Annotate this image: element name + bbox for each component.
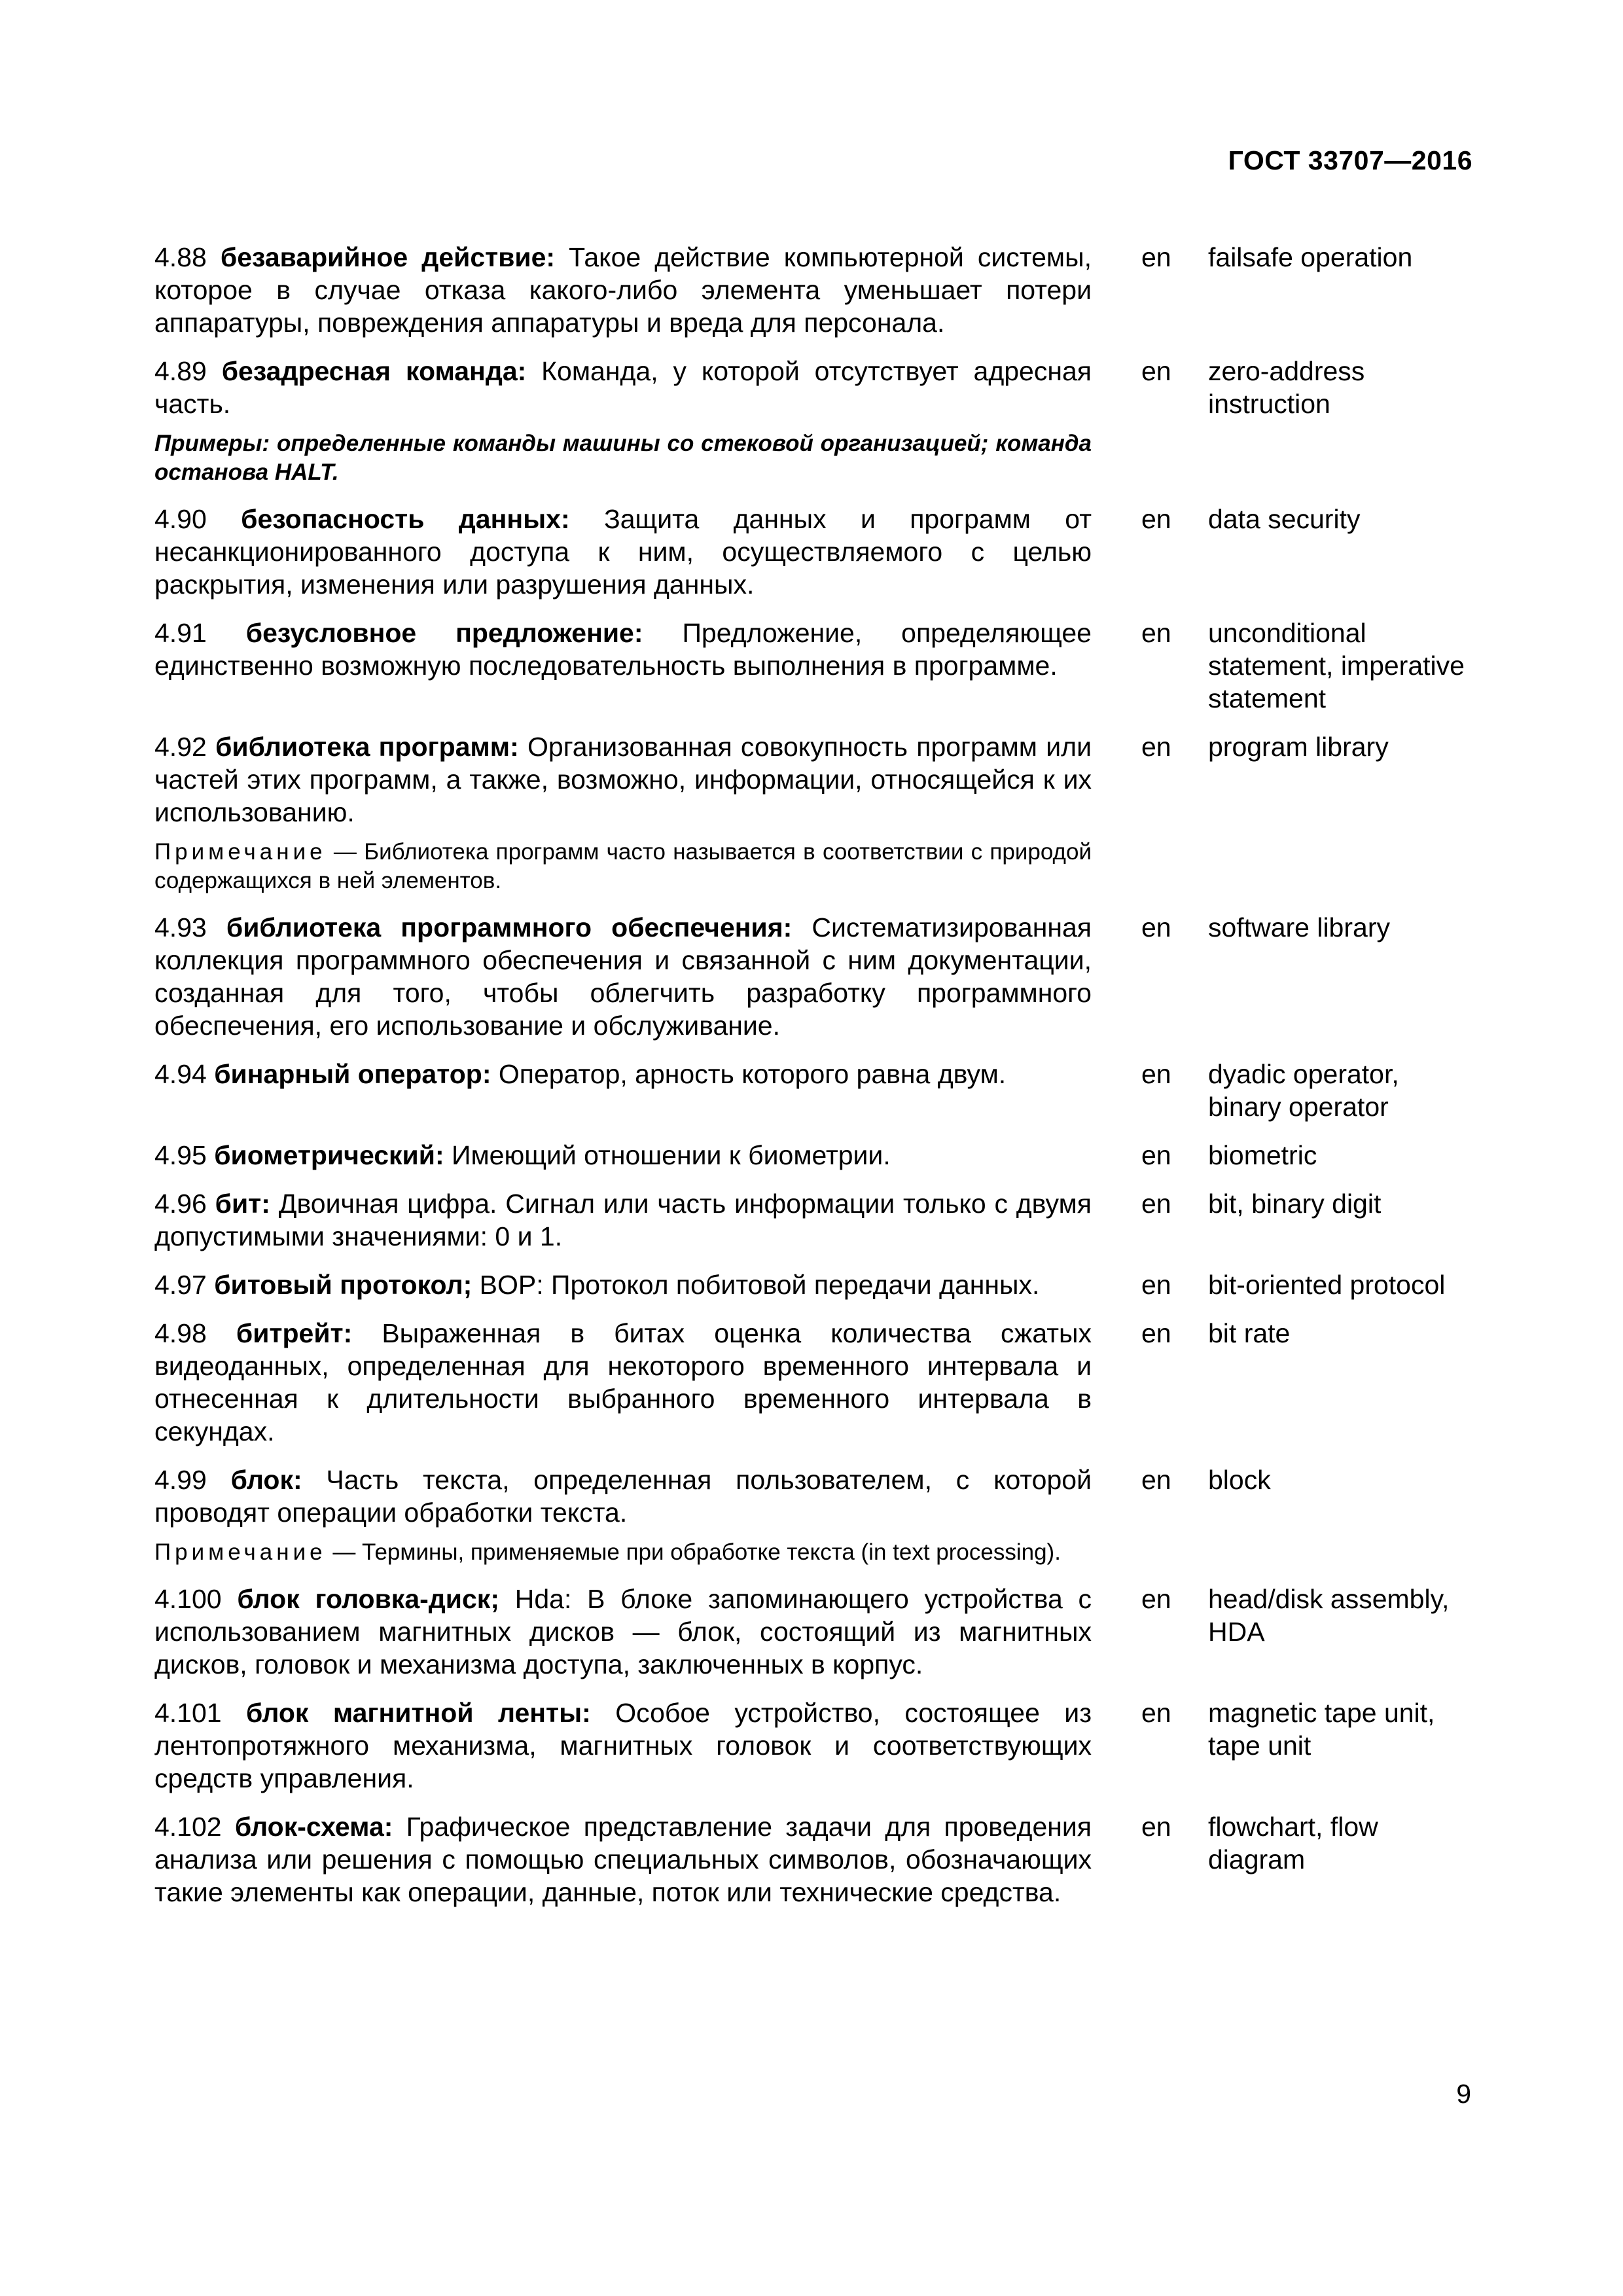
- english-equivalent: dyadic operator, binary operator: [1208, 1059, 1399, 1122]
- english-equivalent: program library: [1208, 732, 1389, 762]
- definition-text: Команда, у которой отсутствует адресная часть.: [154, 356, 1092, 419]
- entry-text-column: [154, 1187, 1092, 1253]
- term-number: 4.100: [154, 1584, 222, 1614]
- term-name: биометрический:: [214, 1140, 444, 1170]
- term-name: блок-схема:: [234, 1812, 393, 1842]
- term-entry-4-101: [154, 1696, 1472, 1795]
- term-name: безопасность данных:: [241, 504, 570, 534]
- entry-text-column: [154, 617, 1092, 682]
- term-note: [154, 1538, 1092, 1567]
- entry-text-column: [154, 1696, 1092, 1795]
- definition-text: Часть текста, определенная пользователем, с которой проводят операции обработки текста.: [154, 1465, 1092, 1528]
- entry-text-column: [154, 730, 1092, 895]
- term-number: 4.96: [154, 1189, 207, 1219]
- entry-text-column: [154, 1810, 1092, 1909]
- definition-text: Имеющий отношении к биометрии.: [444, 1140, 891, 1170]
- standard-designation: ГОСТ 33707—2016: [1228, 145, 1472, 175]
- term-definition: [154, 1268, 1092, 1301]
- english-equivalent: software library: [1208, 912, 1390, 942]
- english-equivalent: flowchart, flow diagram: [1208, 1812, 1378, 1874]
- language-code: en: [1141, 1318, 1171, 1348]
- term-number: 4.95: [154, 1140, 207, 1170]
- term-entry-4-99: [154, 1463, 1472, 1567]
- entry-text-column: [154, 911, 1092, 1042]
- term-note: [154, 838, 1092, 895]
- definition-text: Графическое представление задачи для проведения анализа или решения с помощью специальных символов, обозначающих такие элементы как операции, данные, поток или технические средства.: [154, 1812, 1092, 1907]
- term-definition: [154, 1463, 1092, 1529]
- english-equivalent: data security: [1208, 504, 1361, 534]
- english-equivalent: bit-oriented protocol: [1208, 1270, 1446, 1300]
- language-code: en: [1141, 1698, 1171, 1728]
- english-equivalent: bit rate: [1208, 1318, 1291, 1348]
- term-name: безусловное предложение:: [245, 618, 643, 648]
- term-name: блок головка-диск;: [237, 1584, 499, 1614]
- language-code: en: [1141, 1812, 1171, 1842]
- entry-text-column: [154, 1317, 1092, 1448]
- entry-text-column: [154, 1583, 1092, 1681]
- term-name: битрейт:: [236, 1318, 353, 1348]
- note-label: Примечание: [154, 1539, 327, 1565]
- term-entry-4-90: [154, 503, 1472, 601]
- term-definition: [154, 911, 1092, 1042]
- entry-text-column: [154, 1139, 1092, 1172]
- definition-text: Систематизированная коллекция программного обеспечения и связанной с ним документации, созданная для того, чтобы облегчить разработку программного обеспечения, его использование и обслуживание.: [154, 912, 1092, 1041]
- term-number: 4.89: [154, 356, 207, 386]
- term-number: 4.92: [154, 732, 207, 762]
- english-equivalent: zero-address instruction: [1208, 356, 1365, 419]
- term-number: 4.90: [154, 504, 207, 534]
- term-number: 4.97: [154, 1270, 207, 1300]
- note-text: — Термины, применяемые при обработке текста (in text processing).: [326, 1539, 1061, 1565]
- english-equivalent: failsafe operation: [1208, 242, 1413, 272]
- language-code: en: [1141, 356, 1171, 386]
- language-code: en: [1141, 1465, 1171, 1495]
- english-equivalent: bit, binary digit: [1208, 1189, 1382, 1219]
- term-definition: [154, 503, 1092, 601]
- term-entry-4-89: [154, 355, 1472, 487]
- term-number: 4.88: [154, 242, 207, 272]
- term-number: 4.101: [154, 1698, 222, 1728]
- term-entry-4-88: [154, 241, 1472, 339]
- english-equivalent: magnetic tape unit, tape unit: [1208, 1698, 1435, 1761]
- term-definition: [154, 1187, 1092, 1253]
- term-definition: [154, 1696, 1092, 1795]
- term-definition: [154, 1810, 1092, 1909]
- term-entry-4-97: [154, 1268, 1472, 1301]
- language-code: en: [1141, 1584, 1171, 1614]
- language-code: en: [1141, 1140, 1171, 1170]
- term-entry-4-95: [154, 1139, 1472, 1172]
- term-definition: [154, 617, 1092, 682]
- note-label: Примечание: [154, 839, 327, 865]
- page-number: 9: [1456, 2079, 1471, 2109]
- term-number: 4.93: [154, 912, 207, 942]
- term-number: 4.102: [154, 1812, 222, 1842]
- term-name: библиотека программ:: [215, 732, 519, 762]
- language-code: en: [1141, 1270, 1171, 1300]
- term-entry-4-93: [154, 911, 1472, 1042]
- term-number: 4.99: [154, 1465, 207, 1495]
- term-definition: [154, 1139, 1092, 1172]
- english-equivalent: unconditional statement, imperative statement: [1208, 618, 1465, 713]
- term-entry-4-96: [154, 1187, 1472, 1253]
- term-entry-4-98: [154, 1317, 1472, 1448]
- entry-text-column: [154, 1463, 1092, 1567]
- term-name: безаварийное действие:: [220, 242, 556, 272]
- definition-text: Предложение, определяющее единственно возможную последовательность выполнения в программе.: [154, 618, 1092, 681]
- definition-text: Защита данных и программ от несанкционированного доступа к ним, осуществляемого с целью раскрытия, изменения или разрушения данных.: [154, 504, 1092, 600]
- entry-text-column: [154, 241, 1092, 339]
- entry-text-column: [154, 1058, 1092, 1090]
- term-definition: [154, 241, 1092, 339]
- english-equivalent: biometric: [1208, 1140, 1317, 1170]
- term-definition: [154, 1058, 1092, 1090]
- definition-text: Выраженная в битах оценка количества сжатых видеоданных, определенная для некоторого временного интервала и отнесенная к длительности выбранного временного интервала в секундах.: [154, 1318, 1092, 1446]
- term-entry-4-92: [154, 730, 1472, 895]
- language-code: en: [1141, 242, 1171, 272]
- term-name: блок магнитной ленты:: [246, 1698, 591, 1728]
- language-code: en: [1141, 732, 1171, 762]
- definition-text: Особое устройство, состоящее из лентопротяжного механизма, магнитных головок и соответствующих средств управления.: [154, 1698, 1092, 1793]
- language-code: en: [1141, 1059, 1171, 1089]
- note-text: — Библиотека программ часто называется в соответствии с природой содержащихся в ней элементов.: [154, 839, 1092, 893]
- term-definition: [154, 1583, 1092, 1681]
- definition-text: Организованная совокупность программ или частей этих программ, а также, возможно, информации, относящейся к их использованию.: [154, 732, 1092, 827]
- language-code: en: [1141, 1189, 1171, 1219]
- term-entry-4-94: [154, 1058, 1472, 1123]
- entry-text-column: [154, 1268, 1092, 1301]
- term-number: 4.91: [154, 618, 207, 648]
- english-equivalent: block: [1208, 1465, 1271, 1495]
- definition-text: Такое действие компьютерной системы, которое в случае отказа какого-либо элемента уменьшает потери аппаратуры, повреждения аппаратуры и вреда для персонала.: [154, 242, 1092, 338]
- definition-text: Hda: В блоке запоминающего устройства с использованием магнитных дисков — блок, состоящий из магнитных дисков, головок и механизма доступа, заключенных в корпус.: [154, 1584, 1092, 1679]
- definition-text: Двоичная цифра. Сигнал или часть информации только с двумя допустимыми значениями: 0 и 1.: [154, 1189, 1092, 1251]
- term-name: бинарный оператор:: [214, 1059, 491, 1089]
- term-number: 4.94: [154, 1059, 207, 1089]
- term-number: 4.98: [154, 1318, 207, 1348]
- term-name: безадресная команда:: [221, 356, 527, 386]
- term-entry-4-100: [154, 1583, 1472, 1681]
- entry-text-column: [154, 355, 1092, 487]
- definition-text: BOP: Протокол побитовой передачи данных.: [472, 1270, 1040, 1300]
- language-code: en: [1141, 618, 1171, 648]
- term-name: бит:: [215, 1189, 270, 1219]
- term-entry-4-102: [154, 1810, 1472, 1909]
- term-entry-4-91: [154, 617, 1472, 715]
- terms-list: [154, 241, 1472, 1924]
- term-definition: [154, 1317, 1092, 1448]
- language-code: en: [1141, 912, 1171, 942]
- term-name: библиотека программного обеспечения:: [226, 912, 793, 942]
- term-definition: [154, 355, 1092, 420]
- definition-text: Оператор, арность которого равна двум.: [491, 1059, 1007, 1089]
- term-name: битовый протокол;: [214, 1270, 473, 1300]
- language-code: en: [1141, 504, 1171, 534]
- term-definition: [154, 730, 1092, 829]
- english-equivalent: head/disk assembly, HDA: [1208, 1584, 1450, 1647]
- term-name: блок:: [230, 1465, 302, 1495]
- term-example: Примеры: определенные команды машины со стековой организацией; команда останова HALT.: [154, 431, 1092, 485]
- entry-text-column: [154, 503, 1092, 601]
